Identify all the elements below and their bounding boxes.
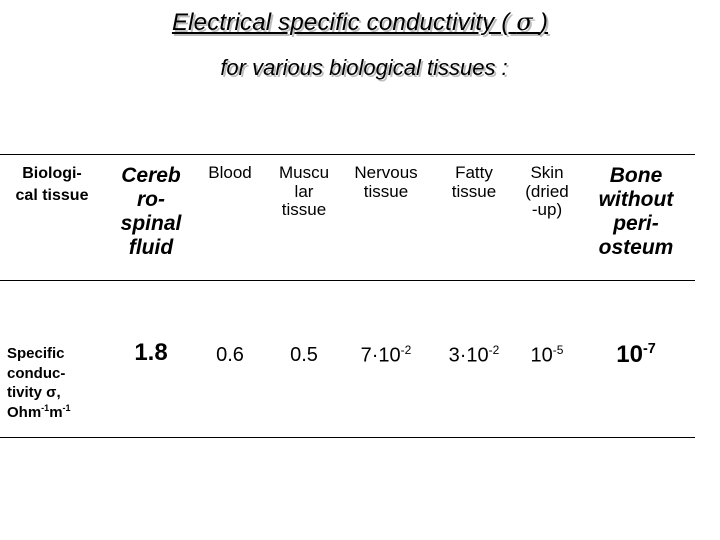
row2-line4 [7, 403, 107, 423]
value-bone-base: 10 [616, 341, 643, 368]
value-bone [585, 342, 687, 368]
unit-m-exp: -1 [62, 402, 71, 413]
row2-line2: conduc- [7, 364, 66, 382]
value-skin-base: 10 [530, 344, 553, 367]
value-skin-exp: -5 [552, 343, 564, 357]
row2-line3: tivity σ, [7, 384, 61, 401]
row-header-tissue-line2: cal tissue [15, 186, 89, 204]
value-bone-exp: -7 [642, 341, 656, 357]
value-nervous-base: 7·10 [360, 344, 401, 367]
col7-line1: Bone [609, 164, 663, 187]
page-title [0, 8, 720, 37]
row-header-conductivity [7, 344, 107, 422]
value-muscular: 0.5 [290, 344, 318, 366]
col1-line3: spinal [120, 212, 182, 236]
value-skin [514, 344, 580, 367]
col6-line1: Skin [530, 163, 564, 182]
value-blood: 0.6 [216, 344, 244, 366]
column-header-nervous [342, 164, 430, 201]
col1-line2: ro- [137, 188, 165, 212]
column-header-blood [198, 164, 262, 183]
table-bottom-rule [0, 437, 695, 438]
col5-line2: tissue [451, 181, 497, 201]
value-fatty-exp: -2 [488, 343, 500, 357]
col2-line1: Blood [208, 163, 252, 182]
column-header-muscular [268, 164, 340, 220]
title-close: ) [539, 9, 549, 36]
col6-line3: -up) [531, 200, 563, 220]
unit-ohm-exp: -1 [41, 402, 50, 413]
row-header-tissue [2, 163, 102, 206]
col3-line2: lar [294, 181, 314, 201]
col6-line2: (dried [525, 181, 569, 201]
col7-line4: osteum [598, 236, 674, 260]
page-subtitle: for various biological tissues : [220, 55, 508, 80]
column-header-skin [514, 164, 580, 220]
column-header-cerebrospinal [108, 164, 194, 261]
col1-line1: Cereb [121, 164, 181, 187]
value-cerebrospinal: 1.8 [134, 339, 168, 366]
col3-line1: Muscu [278, 163, 330, 182]
col7-line2: without [598, 188, 674, 212]
value-fatty [436, 344, 512, 367]
value-nervous-exp: -2 [400, 343, 412, 357]
column-header-bone [585, 164, 687, 261]
column-header-fatty [436, 164, 512, 201]
unit-m: m [49, 403, 63, 421]
col5-line1: Fatty [455, 163, 493, 182]
value-fatty-base: 3·10 [448, 344, 489, 367]
unit-ohm: Ohm [7, 403, 42, 421]
table-top-rule [0, 154, 695, 155]
col4-line2: tissue [363, 181, 409, 201]
row-header-tissue-line1: Biologi- [22, 165, 82, 182]
col3-line3: tissue [281, 200, 327, 220]
col1-line4: fluid [128, 236, 174, 260]
col4-line1: Nervous [354, 163, 418, 182]
title-text: Electrical specific conductivity ( [171, 9, 510, 36]
sigma-symbol: σ [516, 8, 533, 36]
row2-line1: Specific [7, 345, 65, 362]
col7-line3: peri- [613, 212, 659, 236]
table-middle-rule [0, 280, 695, 281]
value-nervous [342, 344, 430, 367]
